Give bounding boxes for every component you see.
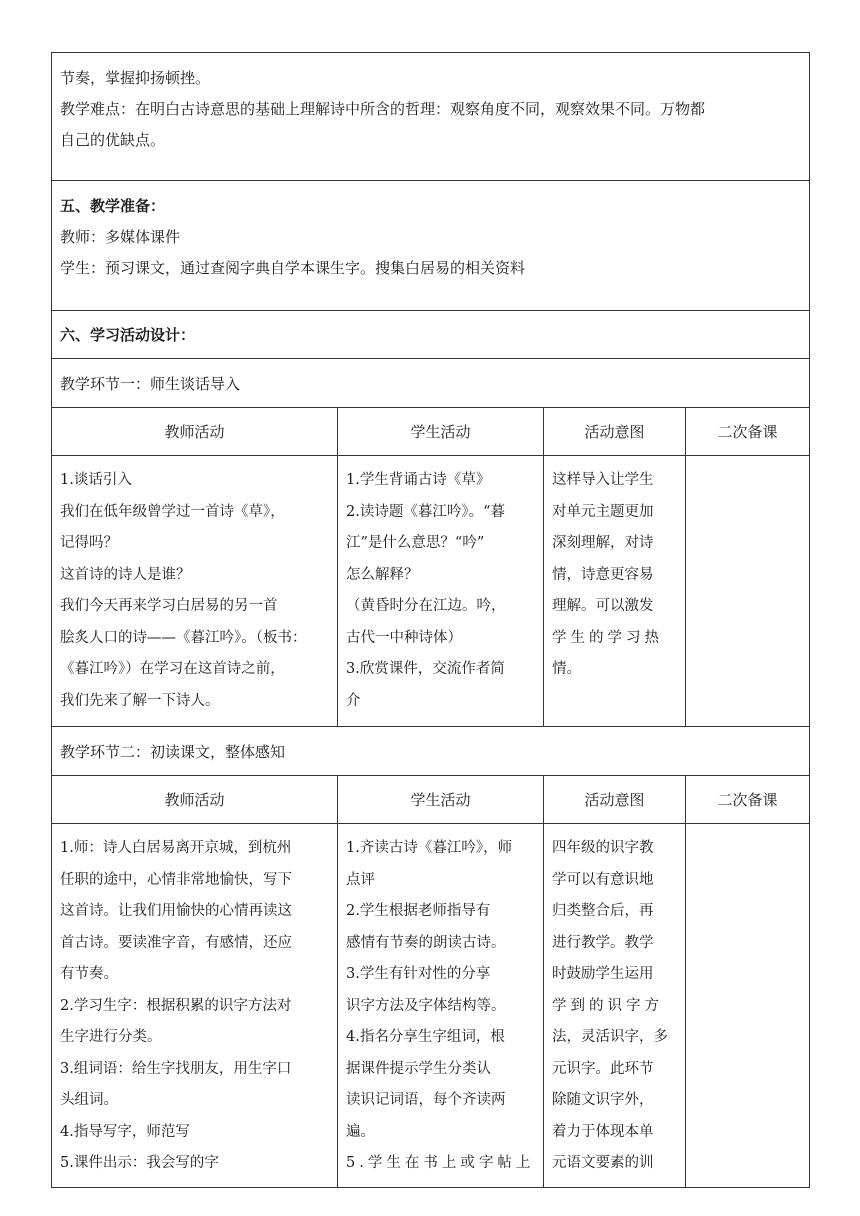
text-line: 5.课件出示：我会写的字 xyxy=(60,1155,219,1171)
text-line: 1.谈话引入 xyxy=(60,472,132,488)
column-header-teacher: 教师活动 xyxy=(52,776,338,824)
section1-body-row xyxy=(52,456,810,727)
text-line: 教学难点：在明白古诗意思的基础上理解诗中所含的哲理：观察角度不同，观察效果不同。万物都 xyxy=(60,100,706,118)
activity-intent-cell xyxy=(544,456,686,727)
text-line: （黄昏时分在江边。吟， xyxy=(346,598,506,614)
section-title-cell xyxy=(52,359,810,408)
text-line: 2.学生根据老师指导有 xyxy=(346,903,491,919)
text-line: 节奏，掌握抑扬顿挫。 xyxy=(60,69,211,87)
text-line: 法，灵活识字，多 xyxy=(552,1029,668,1045)
column-header-student: 学生活动 xyxy=(338,408,544,456)
column-header-row xyxy=(52,408,810,456)
text-line: 有节奏。 xyxy=(60,966,118,982)
text-line: 任职的途中，心情非常地愉快，写下 xyxy=(60,871,292,888)
text-line: 这首诗。让我们用愉快的心情再读这 xyxy=(60,903,292,919)
section2-title-row xyxy=(52,727,810,776)
text-line: 2.读诗题《暮江吟》。“暮 xyxy=(346,503,505,520)
section-heading: 五、教学准备： xyxy=(60,197,166,215)
second-prep-cell xyxy=(686,456,810,727)
column-header-student: 学生活动 xyxy=(338,776,544,824)
text-line: 我们在低年级曾学过一首诗《草》， xyxy=(60,503,285,520)
text-line: 学到的识字方 xyxy=(552,997,663,1014)
difficulty-row xyxy=(52,53,810,181)
text-line: 介 xyxy=(346,692,361,709)
text-line: 1.师：诗人白居易离开京城，到杭州 xyxy=(60,840,292,856)
preparation-row xyxy=(52,181,810,311)
text-line: 读识记词语，每个齐读两 xyxy=(346,1092,506,1108)
column-header-teacher: 教师活动 xyxy=(52,408,338,456)
text-line: 江”是什么意思？“吟” xyxy=(346,535,485,551)
text-line: 1.齐读古诗《暮江吟》，师 xyxy=(346,840,513,856)
text-line: 这样导入让学生 xyxy=(552,472,654,488)
text-line: 深刻理解，对诗 xyxy=(552,535,654,551)
text-line: 除随文识字外， xyxy=(552,1092,654,1108)
text-line: 头组词。 xyxy=(60,1092,118,1108)
text-line: 时鼓励学生运用 xyxy=(552,966,654,982)
section-heading: 六、学习活动设计： xyxy=(60,326,196,344)
student-preparation: 学生：预习课文，通过查阅字典自学本课生字。搜集白居易的相关资料 xyxy=(60,259,526,277)
section-title: 教学环节二：初读课文，整体感知 xyxy=(60,742,286,761)
text-line: 着力于体现本单 xyxy=(552,1123,654,1140)
activity-intent-cell xyxy=(544,824,686,1188)
text-line: 归类整合后，再 xyxy=(552,903,654,919)
text-line: 自己的优缺点。 xyxy=(60,131,166,149)
text-line: 古代一中种诗体） xyxy=(346,629,462,646)
text-line: 元语文要素的训 xyxy=(552,1155,654,1171)
activity-design-cell xyxy=(52,311,810,359)
teacher-activity-cell xyxy=(52,824,338,1188)
text-line: 这首诗的诗人是谁？ xyxy=(60,566,191,583)
section-title-cell xyxy=(52,727,810,776)
text-line: 3.欣赏课件，交流作者简 xyxy=(346,661,505,677)
teacher-activity-cell xyxy=(52,456,338,727)
text-line: 3.组词语：给生字找朋友，用生字口 xyxy=(60,1060,292,1077)
text-line: 2.学习生字：根据积累的识字方法对 xyxy=(60,997,292,1014)
text-line: 我们今天再来学习白居易的另一首 xyxy=(60,598,278,614)
text-line: 四年级的识字教 xyxy=(552,840,654,856)
column-header-second-prep: 二次备课 xyxy=(686,776,810,824)
section1-title-row xyxy=(52,359,810,408)
text-line: 《暮江吟》）在学习在这首诗之前， xyxy=(60,661,285,677)
text-line: 学可以有意识地 xyxy=(552,871,654,888)
text-line: 进行教学。教学 xyxy=(552,934,654,951)
student-activity-cell xyxy=(338,824,544,1188)
lesson-plan-page xyxy=(51,52,809,1188)
text-line: 识字方法及字体结构等。 xyxy=(346,997,506,1014)
student-activity-cell xyxy=(338,456,544,727)
text-line: 生字进行分类。 xyxy=(60,1029,162,1045)
text-line: 学生的学习热 xyxy=(552,629,663,646)
text-line: 我们先来了解一下诗人。 xyxy=(60,692,220,709)
lesson-plan-table xyxy=(51,52,810,1188)
second-prep-cell xyxy=(686,824,810,1188)
text-line: 点评 xyxy=(346,871,375,888)
teacher-preparation: 教师：多媒体课件 xyxy=(60,228,181,246)
preparation-cell xyxy=(52,181,810,311)
text-line: 1.学生背诵古诗《草》 xyxy=(346,472,491,488)
text-line: 3.学生有针对性的分享 xyxy=(346,966,491,982)
text-line: 对单元主题更加 xyxy=(552,503,654,520)
section2-body-row xyxy=(52,824,810,1188)
text-line: 感情有节奏的朗读古诗。 xyxy=(346,934,506,951)
column-header-row xyxy=(52,776,810,824)
text-line: 理解。可以激发 xyxy=(552,598,654,614)
section-title: 教学环节一：师生谈话导入 xyxy=(60,374,241,393)
text-line: 首古诗。要读准字音，有感情，还应 xyxy=(60,934,292,951)
difficulty-cell xyxy=(52,53,810,181)
text-line: 情，诗意更容易 xyxy=(552,566,654,583)
text-line: 脍炙人口的诗——《暮江吟》。（板书： xyxy=(60,629,307,646)
text-line: 4.指名分享生字组词，根 xyxy=(346,1029,505,1045)
text-line: 5.学生在书上或字帖上 xyxy=(346,1155,535,1171)
text-line: 记得吗？ xyxy=(60,535,118,551)
text-line: 情。 xyxy=(552,661,581,677)
activity-design-row xyxy=(52,311,810,359)
text-line: 据课件提示学生分类认 xyxy=(346,1060,491,1077)
column-header-intent: 活动意图 xyxy=(544,408,686,456)
text-line: 元识字。此环节 xyxy=(552,1060,654,1077)
text-line: 遍。 xyxy=(346,1123,375,1140)
column-header-intent: 活动意图 xyxy=(544,776,686,824)
text-line: 怎么解释？ xyxy=(346,566,419,583)
text-line: 4.指导写字，师范写 xyxy=(60,1123,190,1140)
column-header-second-prep: 二次备课 xyxy=(686,408,810,456)
